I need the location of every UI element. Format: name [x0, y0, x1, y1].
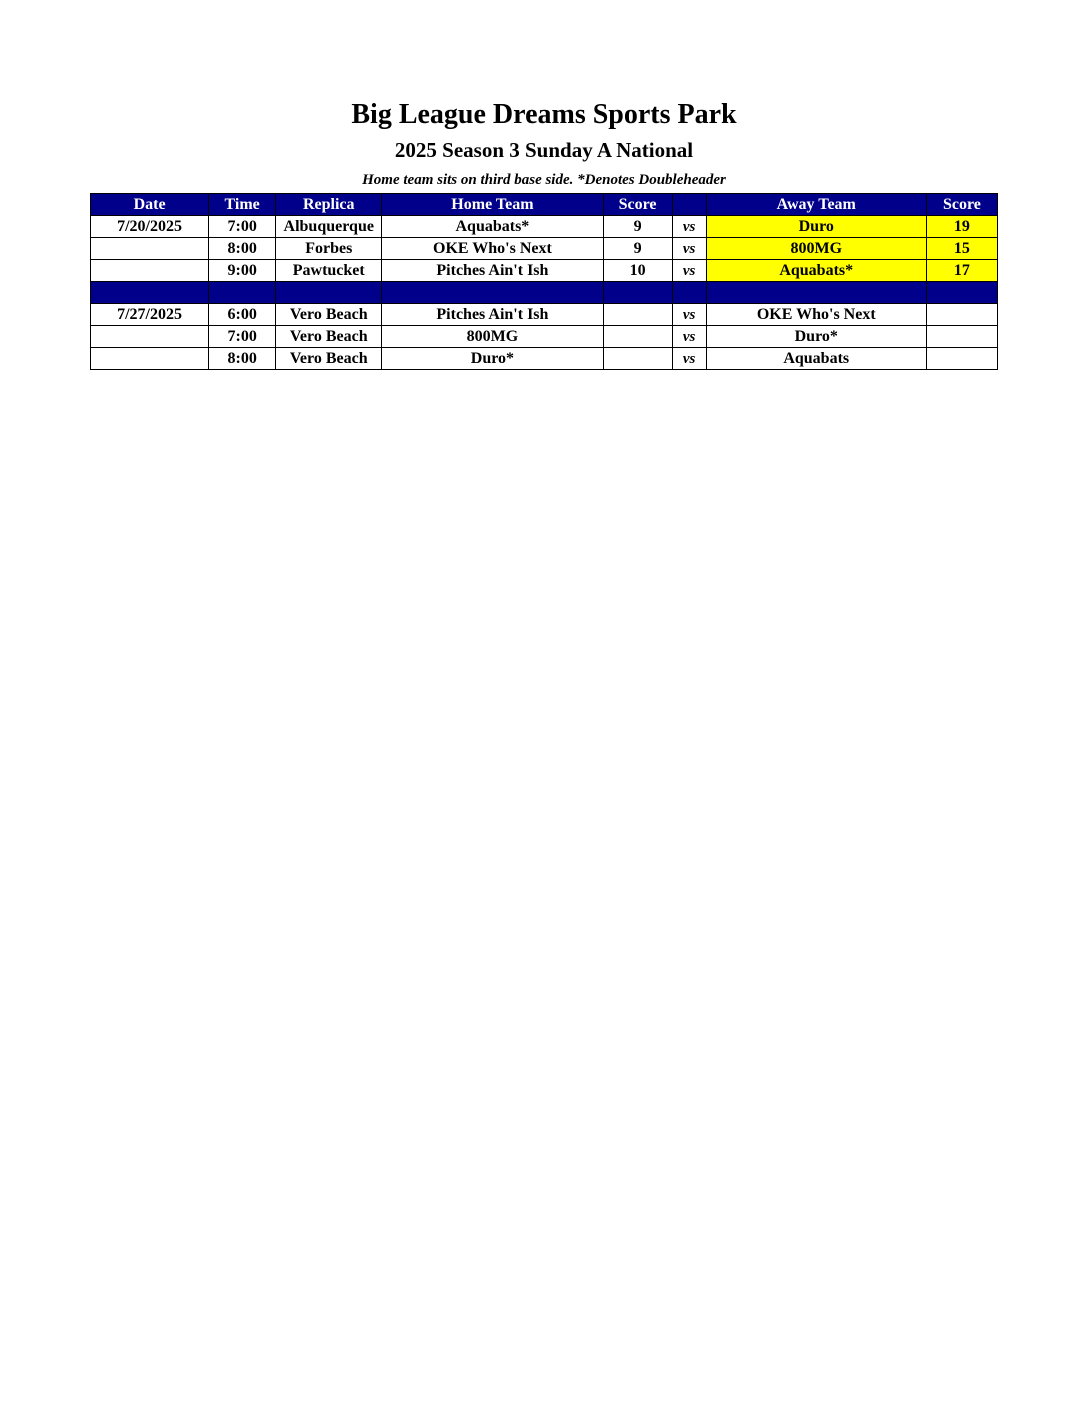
separator-cell — [276, 282, 382, 304]
game-replica: Vero Beach — [276, 326, 382, 348]
home-team: 800MG — [382, 326, 603, 348]
vs-label: vs — [672, 260, 706, 282]
away-team: Duro* — [706, 326, 926, 348]
game-date: 7/20/2025 — [91, 216, 209, 238]
home-score: 9 — [603, 238, 672, 260]
game-date: 7/27/2025 — [91, 304, 209, 326]
game-replica: Forbes — [276, 238, 382, 260]
schedule-table — [90, 193, 998, 370]
game-time: 8:00 — [209, 238, 276, 260]
header-vs — [672, 194, 706, 216]
away-team: 800MG — [706, 238, 926, 260]
schedule-body — [91, 216, 998, 370]
separator-cell — [209, 282, 276, 304]
separator-cell — [706, 282, 926, 304]
separator-cell — [926, 282, 997, 304]
home-team: Pitches Ain't Ish — [382, 304, 603, 326]
table-row — [91, 326, 998, 348]
home-team: Aquabats* — [382, 216, 603, 238]
header-away-score: Score — [926, 194, 997, 216]
table-row — [91, 304, 998, 326]
away-score — [926, 326, 997, 348]
page-title: Big League Dreams Sports Park — [351, 99, 737, 130]
home-score — [603, 326, 672, 348]
vs-label: vs — [672, 216, 706, 238]
away-score: 15 — [926, 238, 997, 260]
table-row — [91, 216, 998, 238]
game-date — [91, 348, 209, 370]
game-time: 7:00 — [209, 326, 276, 348]
game-date — [91, 326, 209, 348]
away-team: OKE Who's Next — [706, 304, 926, 326]
away-team: Aquabats* — [706, 260, 926, 282]
home-team: Pitches Ain't Ish — [382, 260, 603, 282]
away-team: Aquabats — [706, 348, 926, 370]
game-time: 9:00 — [209, 260, 276, 282]
away-score: 17 — [926, 260, 997, 282]
away-score — [926, 348, 997, 370]
game-replica: Vero Beach — [276, 348, 382, 370]
home-score — [603, 304, 672, 326]
header-home-score: Score — [603, 194, 672, 216]
header-home-team: Home Team — [382, 194, 603, 216]
home-team: OKE Who's Next — [382, 238, 603, 260]
header-away-team: Away Team — [706, 194, 926, 216]
game-time: 8:00 — [209, 348, 276, 370]
separator-cell — [91, 282, 209, 304]
table-row — [91, 260, 998, 282]
league-subtitle: 2025 Season 3 Sunday A National — [394, 138, 694, 162]
separator-cell — [382, 282, 603, 304]
header-row — [91, 194, 998, 216]
away-score: 19 — [926, 216, 997, 238]
doubleheader-note: Home team sits on third base side. *Denotes Doubleheader — [362, 172, 726, 188]
table-row — [91, 348, 998, 370]
separator-cell — [672, 282, 706, 304]
game-date — [91, 260, 209, 282]
home-score: 9 — [603, 216, 672, 238]
header-date: Date — [91, 194, 209, 216]
header-replica: Replica — [276, 194, 382, 216]
game-time: 7:00 — [209, 216, 276, 238]
away-team: Duro — [706, 216, 926, 238]
vs-label: vs — [672, 238, 706, 260]
game-replica: Vero Beach — [276, 304, 382, 326]
home-score: 10 — [603, 260, 672, 282]
home-team: Duro* — [382, 348, 603, 370]
home-score — [603, 348, 672, 370]
table-row — [91, 238, 998, 260]
game-replica: Pawtucket — [276, 260, 382, 282]
vs-label: vs — [672, 304, 706, 326]
game-replica: Albuquerque — [276, 216, 382, 238]
vs-label: vs — [672, 326, 706, 348]
header-time: Time — [209, 194, 276, 216]
separator-cell — [603, 282, 672, 304]
game-date — [91, 238, 209, 260]
vs-label: vs — [672, 348, 706, 370]
game-time: 6:00 — [209, 304, 276, 326]
week-separator-row — [91, 282, 998, 304]
away-score — [926, 304, 997, 326]
